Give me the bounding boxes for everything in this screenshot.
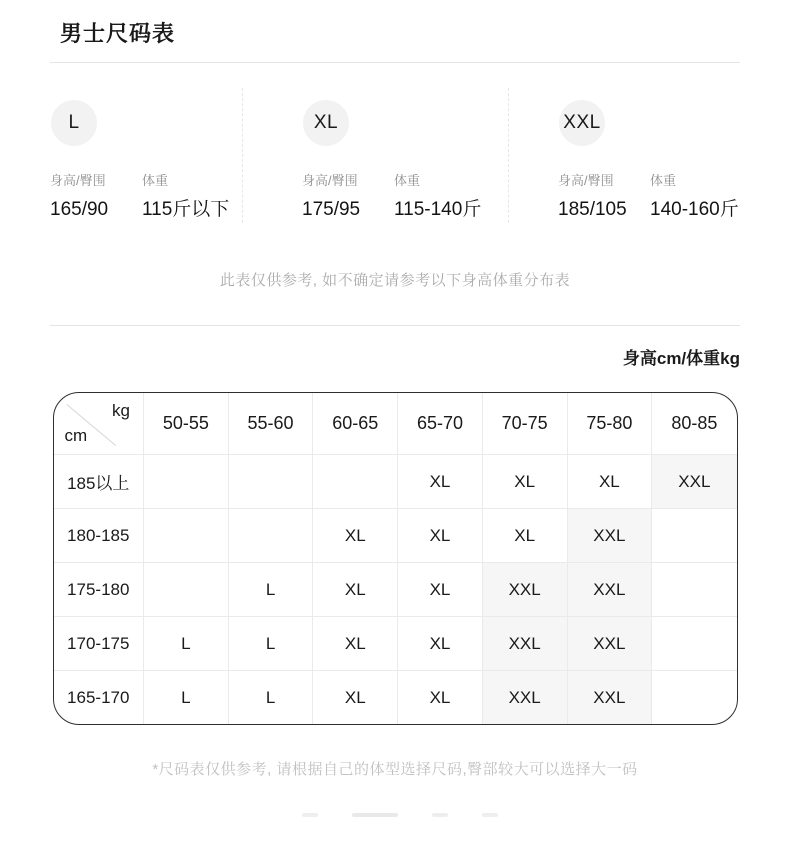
matrix-row [54, 509, 737, 563]
height-row-header: 175-180 [54, 563, 144, 617]
empty-cell [144, 455, 229, 509]
size-cell: XXL [652, 455, 737, 509]
size-cell: L [144, 671, 229, 725]
size-card-specs [50, 173, 229, 221]
matrix-row [54, 455, 737, 509]
matrix-row [54, 671, 737, 725]
size-badge-xl: XL [303, 100, 349, 146]
size-card-xxl [558, 100, 739, 221]
matrix-axis-label: 身高cm/体重kg [622, 349, 740, 368]
weight-value: 140-160斤 [650, 199, 739, 220]
size-cell: XXL [482, 671, 567, 725]
size-cell: XL [313, 563, 398, 617]
weight-label: 体重 [394, 173, 421, 188]
height-hip-label: 身高/臀围 [50, 173, 106, 188]
weight-column-header: 60-65 [313, 393, 398, 455]
size-cell: XXL [482, 563, 567, 617]
size-card-xl [302, 100, 481, 221]
size-cell: XL [482, 509, 567, 563]
size-cell: XXL [567, 617, 652, 671]
size-cell: XL [567, 455, 652, 509]
dashed-section-divider [508, 88, 509, 223]
size-cell: XXL [482, 617, 567, 671]
height-hip-label: 身高/臀围 [302, 173, 358, 188]
kg-unit-label: kg [112, 401, 130, 420]
height-hip-label: 身高/臀围 [558, 173, 614, 188]
size-cell: XL [313, 671, 398, 725]
size-cell: XL [398, 671, 483, 725]
weight-column-header: 50-55 [144, 393, 229, 455]
cm-unit-label: cm [64, 426, 88, 445]
size-cell: L [228, 563, 313, 617]
weight-column-header: 55-60 [228, 393, 313, 455]
reference-note: 此表仅供参考, 如不确定请参考以下身高体重分布表 [219, 272, 571, 289]
weight-column-header: 80-85 [652, 393, 737, 455]
size-cell: XL [482, 455, 567, 509]
size-cell: XL [313, 617, 398, 671]
weight-value: 115-140斤 [394, 199, 482, 220]
size-badge-l: L [51, 100, 97, 146]
matrix-body [54, 455, 737, 725]
height-row-header: 180-185 [54, 509, 144, 563]
title-divider [50, 62, 740, 63]
size-cell: XL [398, 509, 483, 563]
matrix-header-row [54, 393, 737, 455]
weight-column-header: 65-70 [398, 393, 483, 455]
weight-column-header: 70-75 [482, 393, 567, 455]
artifact-mark [302, 813, 318, 817]
matrix-row [54, 617, 737, 671]
size-summary-section [0, 100, 790, 240]
weight-label: 体重 [142, 173, 169, 188]
matrix-row [54, 563, 737, 617]
height-row-header: 165-170 [54, 671, 144, 725]
artifact-mark [432, 813, 448, 817]
matrix-corner-cell [54, 393, 144, 455]
empty-cell [652, 563, 737, 617]
dashed-section-divider [242, 88, 243, 223]
empty-cell [313, 455, 398, 509]
cutoff-text-artifacts [5, 813, 790, 817]
size-cell: L [144, 617, 229, 671]
size-card-specs [302, 173, 481, 221]
height-row-header: 170-175 [54, 617, 144, 671]
empty-cell [144, 563, 229, 617]
size-cell: L [228, 671, 313, 725]
size-cell: XL [398, 455, 483, 509]
artifact-mark [352, 813, 398, 817]
section-divider [50, 325, 740, 326]
page-title: 男士尺码表 [60, 21, 176, 46]
empty-cell [144, 509, 229, 563]
size-cell: XXL [567, 509, 652, 563]
size-card-specs [558, 173, 739, 221]
empty-cell [652, 671, 737, 725]
weight-label: 体重 [650, 173, 677, 188]
weight-column-header: 75-80 [567, 393, 652, 455]
size-cell: XXL [567, 563, 652, 617]
weight-value: 115斤以下 [142, 199, 230, 220]
empty-cell [652, 509, 737, 563]
size-cell: XL [313, 509, 398, 563]
artifact-mark [482, 813, 498, 817]
empty-cell [228, 509, 313, 563]
height-hip-value: 175/95 [302, 199, 361, 220]
size-card-l [50, 100, 229, 221]
empty-cell [652, 617, 737, 671]
size-badge-xxl: XXL [559, 100, 605, 146]
height-hip-value: 185/105 [558, 199, 627, 220]
empty-cell [228, 455, 313, 509]
size-cell: L [228, 617, 313, 671]
disclaimer-note: *尺码表仅供参考, 请根据自己的体型选择尺码,臀部较大可以选择大一码 [152, 761, 638, 778]
size-cell: XXL [567, 671, 652, 725]
size-matrix-table [53, 392, 738, 725]
size-cell: XL [398, 563, 483, 617]
height-row-header: 185以上 [54, 455, 144, 509]
size-cell: XL [398, 617, 483, 671]
height-hip-value: 165/90 [50, 199, 109, 220]
